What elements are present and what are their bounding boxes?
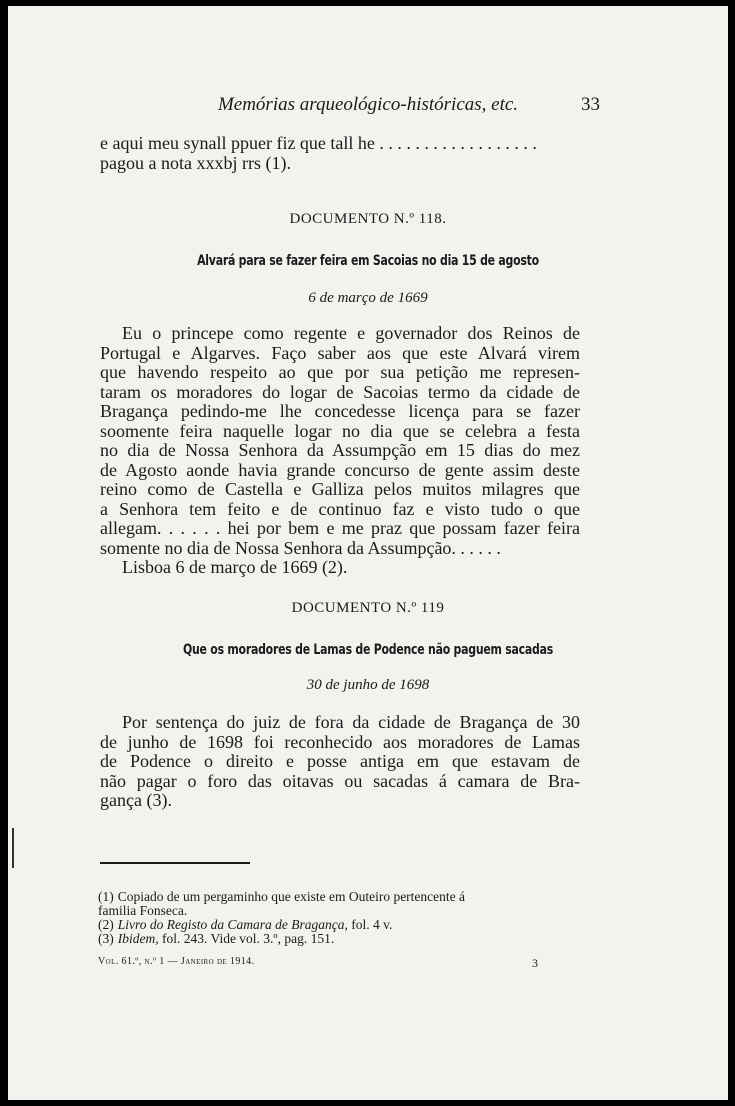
body-line: de Agosto aonde havia grande concurso de gente assim deste bbox=[100, 459, 580, 480]
document-118-title: Alvará para se fazer feira em Sacoias no dia 15 de agosto bbox=[197, 253, 539, 269]
footnote-text: fol. 4 v. bbox=[347, 917, 393, 932]
footnote-text: fol. 243. Vide vol. 3.º, pag. 151. bbox=[158, 931, 335, 946]
footnote-separator bbox=[100, 862, 250, 864]
body-line: Eu o princepe como regente e governador dos Reinos de bbox=[122, 323, 580, 343]
body-line: soomente feira naquelle logar no dia que se celebra a festa bbox=[100, 420, 580, 441]
body-line: Portugal e Algarves. Faço saber aos que este Alvará virem bbox=[100, 342, 580, 363]
body-line: allegam. . . . . . hei por bem e me praz que possam fazer feira bbox=[100, 518, 580, 538]
page bbox=[8, 6, 728, 1100]
footnote-label: (2) bbox=[98, 917, 114, 932]
body-line: que havendo respeito ao que por sua petição me represen- bbox=[100, 362, 580, 382]
footnote-source: Ibidem, bbox=[117, 931, 159, 946]
document-119-heading: DOCUMENTO N.º 119 bbox=[291, 600, 445, 616]
footnote-text: Copiado de um pergaminho que existe em Outeiro pertencente á bbox=[117, 889, 466, 904]
footnote-2 bbox=[98, 918, 578, 932]
body-line: de junho de 1698 foi reconhecido aos moradores de Lamas bbox=[100, 731, 580, 752]
footnote-1-continuation: familia Fonseca. bbox=[98, 903, 188, 918]
signature-mark: 3 bbox=[532, 956, 538, 970]
body-line: Por sentença do juiz de fora da cidade de Bragança de 30 bbox=[122, 712, 580, 732]
document-119-body bbox=[100, 713, 580, 811]
document-118-heading: DOCUMENTO N.º 118. bbox=[289, 211, 447, 227]
document-119-date: 30 de junho de 1698 bbox=[306, 677, 430, 693]
footnotes bbox=[98, 890, 578, 946]
body-line: gança (3). bbox=[100, 790, 172, 810]
intro-line: e aqui meu synall ppuer fiz que tall he . . . . . . . . . . . . . . . . . . bbox=[100, 133, 537, 153]
footnote-label: (1) bbox=[98, 889, 114, 904]
footnote-source: Livro do Registo da Camara de Bragança, bbox=[117, 917, 348, 932]
body-line: somente no dia de Nossa Senhora da Assumpção. . . . . . bbox=[100, 537, 501, 558]
body-line: taram os moradores do logar de Sacoias termo da cidade de bbox=[100, 381, 580, 402]
footnote-label: (3) bbox=[98, 931, 114, 946]
intro-line: pagou a nota xxxbj rrs (1). bbox=[100, 152, 291, 173]
body-line: no dia de Nossa Senhora da Assumpção em 15 dias do mez bbox=[100, 440, 580, 460]
running-title: Memórias arqueológico-históricas, etc. bbox=[217, 94, 519, 115]
body-line: Lisboa 6 de março de 1669 (2). bbox=[122, 557, 348, 577]
document-119-title: Que os moradores de Lamas de Podence não paguem sacadas bbox=[182, 642, 554, 658]
document-118-body bbox=[100, 324, 580, 578]
page-number: 33 bbox=[581, 94, 600, 115]
margin-mark bbox=[12, 828, 14, 868]
intro-text bbox=[100, 134, 580, 173]
body-line: de Podence o direito e posse antiga em que estavam de bbox=[100, 751, 580, 771]
document-118-date: 6 de março de 1669 bbox=[308, 290, 428, 306]
body-line: reino como de Castella e Galliza pelos muitos milagres que bbox=[100, 479, 580, 499]
body-line: Bragança pedindo-me lhe concedesse licença para se fazer bbox=[100, 401, 580, 421]
body-line: não pagar o foro das oitavas ou sacadas á camara de Bra- bbox=[100, 770, 580, 791]
footnote-1 bbox=[98, 890, 578, 904]
volume-footer: Vol. 61.º, n.º 1 — Janeiro de 1914. bbox=[98, 956, 255, 967]
footnote-3 bbox=[98, 932, 578, 946]
body-line: a Senhora tem feito e de continuo faz e visto tudo o que bbox=[100, 498, 580, 519]
